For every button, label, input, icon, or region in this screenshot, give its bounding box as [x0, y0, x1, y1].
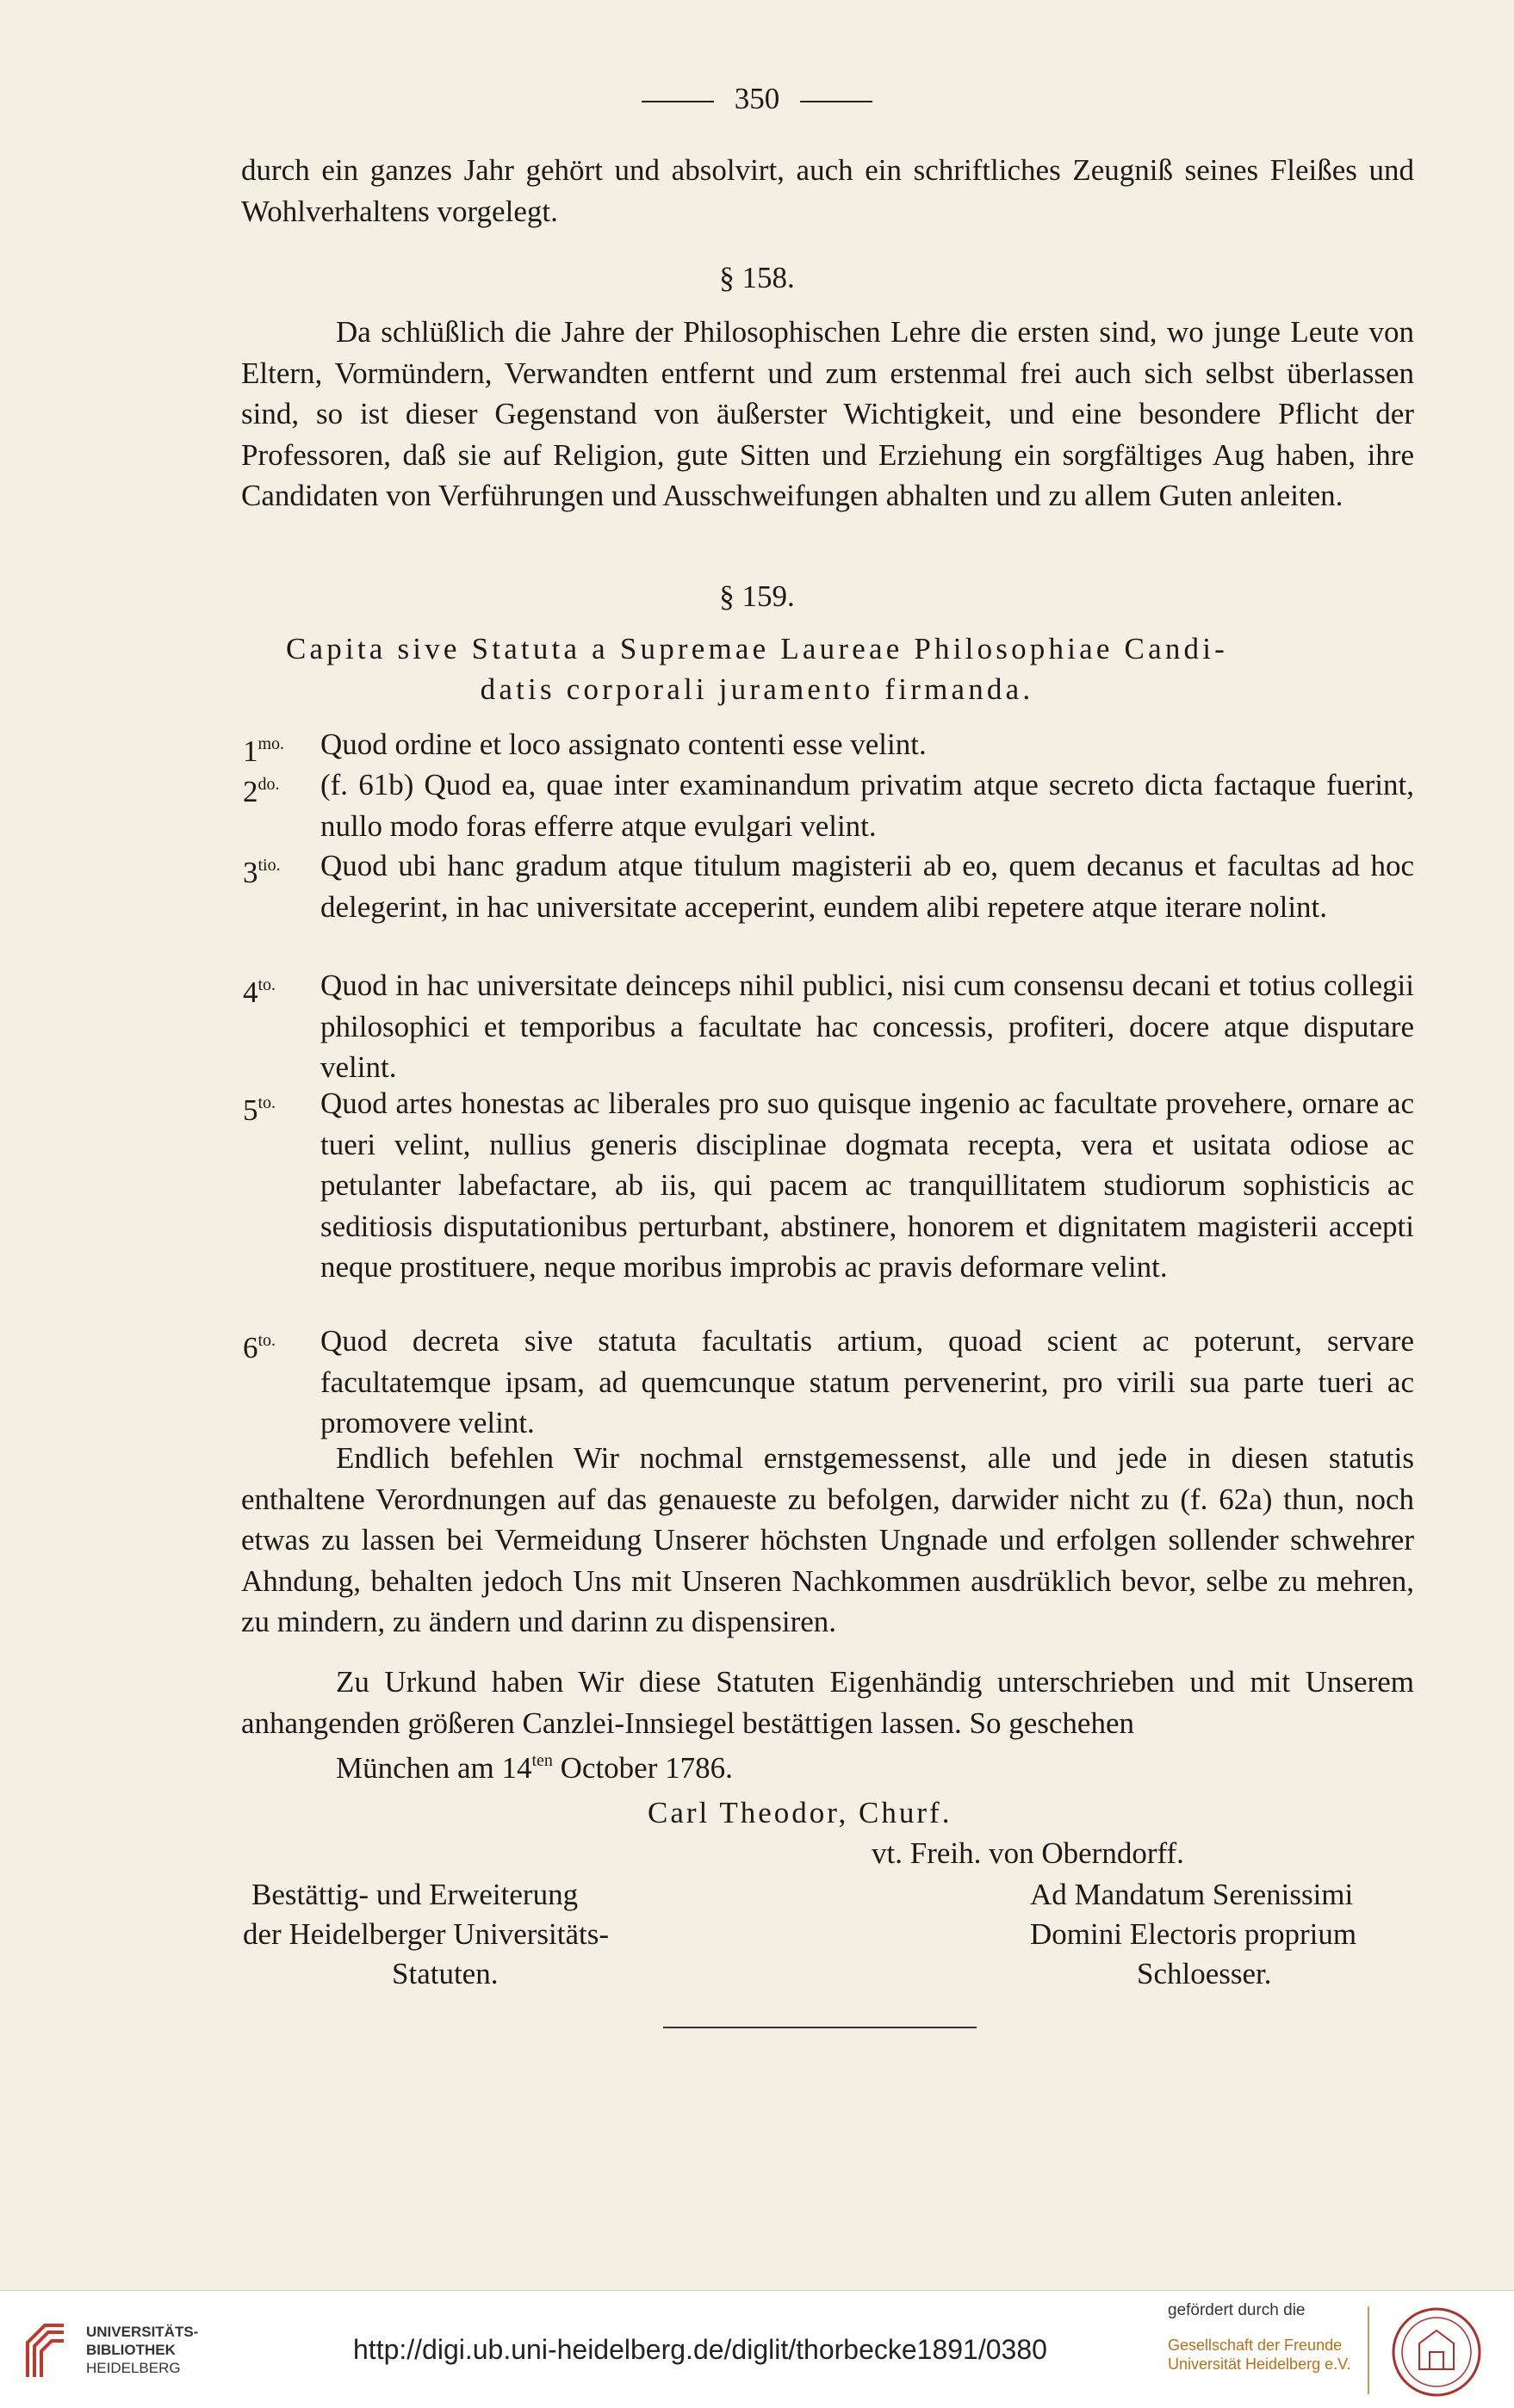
closing-paragraph-1: Endlich befehlen Wir nochmal ernstgemessenst, alle und jede in diesen statutis enthaltene Verordnungen auf das genaueste zu befolgen, darwider nicht zu (f. 62a) thun, noch etwas zu lassen bei Vermeidung Unserer höchsten Ungnade und erfolgen sollender schwehrer Ahndung, behalten jedoch Uns mit Unseren Nachkommen ausdrüklich bevor, selbe zu mehren, zu mindern, zu ändern und darinn zu dispensiren.: [241, 1441, 1414, 1638]
item-text: Quod artes honestas ac liberales pro suo quisque ingenio ac facultate provehere, ornare ac tueri velint, nullius generis disciplinae dogmata recepta, vera et usitata odiose ac petulanter labefactare, ab iis, qui pacem ac tranquillitatem studiorum sophisticis ac seditiosis disputationibus perturbant, abstinere, honorem et dignitatem magisterii accepti neque prostituere, neque moribus improbis ac pravis deformare velint.: [320, 1086, 1414, 1284]
item-number: $3^{tio.}$: [243, 856, 281, 889]
library-name: UNIVERSITÄTS- BIBLIOTHEK HEIDELBERG: [86, 2324, 199, 2376]
university-seal-icon: [1385, 2305, 1488, 2399]
item-number: $1^{mo.}$: [243, 734, 285, 768]
society-name: Gesellschaft der Freunde Universität Heidelberg e.V.: [1168, 2337, 1351, 2373]
statute-item-3: [243, 845, 1414, 927]
item-text: (f. 61b) Quod ea, quae inter examinandum privatim atque secreto dicta factaque fuerint, nullo modo foras efferre atque evulgari velint.: [320, 768, 1414, 843]
item-text: Quod decreta sive statuta facultatis artium, quoad scient ac poterunt, servare facultatemque ipsam, ad quemcunque statum pervenerint, pro virili sua parte tueri ac promovere velint.: [320, 1324, 1414, 1439]
right-note-line1: Ad Mandatum Serenissimi: [1030, 1878, 1354, 1911]
statute-item-6: [243, 1321, 1414, 1444]
header-rule-right: [800, 101, 872, 102]
signing-date: München am $14^{ten}$ October 1786.: [336, 1751, 733, 1785]
left-note-line2: der Heidelberger Universitäts-: [243, 1917, 610, 1951]
closing-paragraph-2: Zu Urkund haben Wir diese Statuten Eigenhändig unterschrieben und mit Unserem anhangenden größeren Canzlei-Innsiegel bestättigen lassen. So geschehen: [241, 1665, 1414, 1740]
page-number: 350: [734, 82, 780, 115]
statute-item-2: [243, 764, 1414, 846]
item-number: $2^{do.}$: [243, 775, 280, 808]
funded-by-label: gefördert durch die: [1168, 2301, 1306, 2319]
statute-item-5: [243, 1083, 1414, 1288]
item-number: $4^{to.}$: [243, 975, 276, 1009]
statute-item-4: [243, 965, 1414, 1088]
section-158-heading: § 158.: [719, 261, 795, 294]
section-158-text: Da schlüßlich die Jahre der Philosophischen Lehre die ersten sind, wo junge Leute von Eltern, Vormündern, Verwandten entfernt und zum erstenmal frei auch sich selbst überlassen sind, so ist dieser Gegenstand von äußerster Wichtigkeit, und eine besondere Pflicht der Professoren, daß sie auf Religion, gute Sitten und Erziehung ein sorgfältiges Aug haben, ihre Candidaten von Verführungen und Ausschweifungen abhalten und zu allem Guten anleiten.: [241, 315, 1414, 512]
section-159-title-line1: Capita sive Statuta a Supremae Laureae Philosophiae Candi-: [285, 632, 1229, 665]
digitization-footer: [0, 2290, 1514, 2408]
left-note-line1: Bestättig- und Erweiterung: [251, 1878, 579, 1911]
page-header: [0, 79, 1514, 118]
right-note-line2: Domini Electoris proprium: [1030, 1917, 1357, 1951]
left-note-line3: Statuten.: [392, 1957, 499, 1990]
footer-divider: [1368, 2306, 1369, 2394]
item-text: Quod in hac universitate deinceps nihil publici, nisi cum consensu decani et totius collegii philosophici et temporibus a facultate hac concessis, profiteri, docere atque disputare velint.: [320, 969, 1414, 1084]
permalink-url[interactable]: http://digi.ub.uni-heidelberg.de/diglit/thorbecke1891/0380: [353, 2334, 1047, 2365]
item-number: $6^{to.}$: [243, 1331, 276, 1365]
section-159-heading: § 159.: [719, 579, 795, 613]
header-rule-left: [642, 101, 714, 102]
item-text: Quod ubi hanc gradum atque titulum magisterii ab eo, quem decanus et facultas ad hoc delegerint, in hac universitate acceperint, eundem alibi repetere atque iterare nolint.: [320, 849, 1414, 924]
right-note-line3: Schloesser.: [1137, 1957, 1272, 1990]
section-159-title-line2: datis corporali juramento firmanda.: [480, 672, 1034, 706]
statute-item-1: [243, 724, 1414, 768]
closing-rule: [663, 2027, 977, 2028]
item-text: Quod ordine et loco assignato contenti esse velint.: [320, 727, 927, 761]
signature-ruler: Carl Theodor, Churf.: [648, 1796, 952, 1829]
item-number: $5^{to.}$: [243, 1093, 276, 1127]
ub-heidelberg-logo-icon: [19, 2317, 76, 2382]
signature-countersign: vt. Freih. von Oberndorff.: [872, 1836, 1184, 1870]
intro-paragraph: durch ein ganzes Jahr gehört und absolvirt, auch ein schriftliches Zeugniß seines Fleißes und Wohlverhaltens vorgelegt.: [241, 153, 1414, 228]
